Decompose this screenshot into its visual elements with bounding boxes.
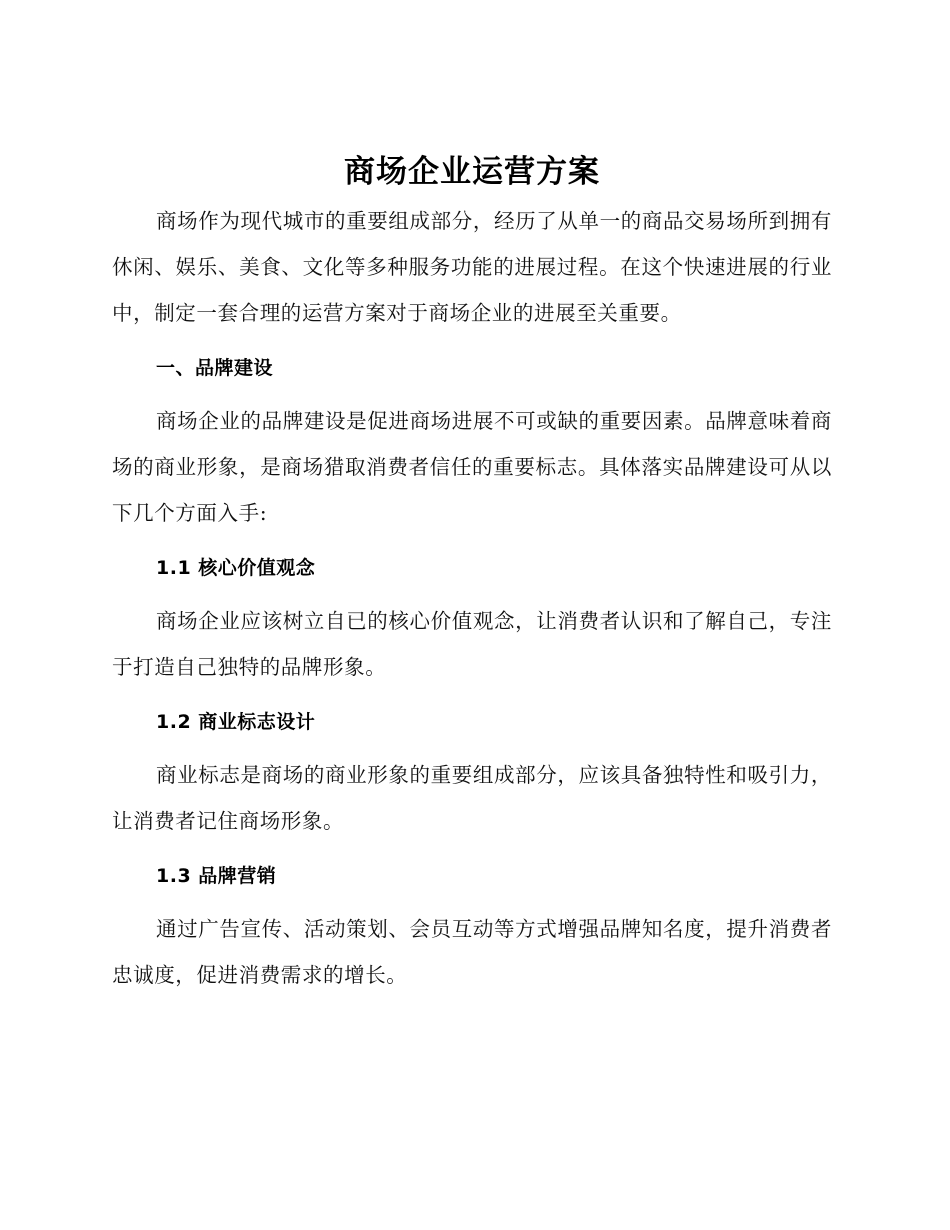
subsection-heading-logo-design: 1.2 商业标志设计 [156,711,316,733]
document-body [112,150,832,998]
subsection-paragraph-logo-design: 商业标志是商场的商业形象的重要组成部分，应该具备独特性和吸引力，让消费者记住商场形象。 [112,763,832,833]
section-paragraph-brand-building: 商场企业的品牌建设是促进商场进展不可或缺的重要因素。品牌意味着商场的商业形象，是商场猎取消费者信任的重要标志。具体落实品牌建设可从以下几个方面入手: [112,409,832,525]
section-heading-brand-building: 一、品牌建设 [156,357,274,379]
subsection-heading-brand-marketing: 1.3 品牌营销 [156,865,277,887]
subsection-paragraph-brand-marketing: 通过广告宣传、活动策划、会员互动等方式增强品牌知名度，提升消费者忠诚度，促进消费需求的增长。 [112,917,832,987]
document-title: 商场企业运营方案 [344,154,600,190]
subsection-paragraph-core-values: 商场企业应该树立自已的核心价值观念，让消费者认识和了解自己，专注于打造自己独特的品牌形象。 [112,609,832,679]
subsection-heading-core-values: 1.1 核心价值观念 [156,557,316,579]
intro-paragraph: 商场作为现代城市的重要组成部分，经历了从单一的商品交易场所到拥有休闲、娱乐、美食、文化等多种服务功能的进展过程。在这个快速进展的行业中，制定一套合理的运营方案对于商场企业的进展至关重要。 [112,209,832,325]
